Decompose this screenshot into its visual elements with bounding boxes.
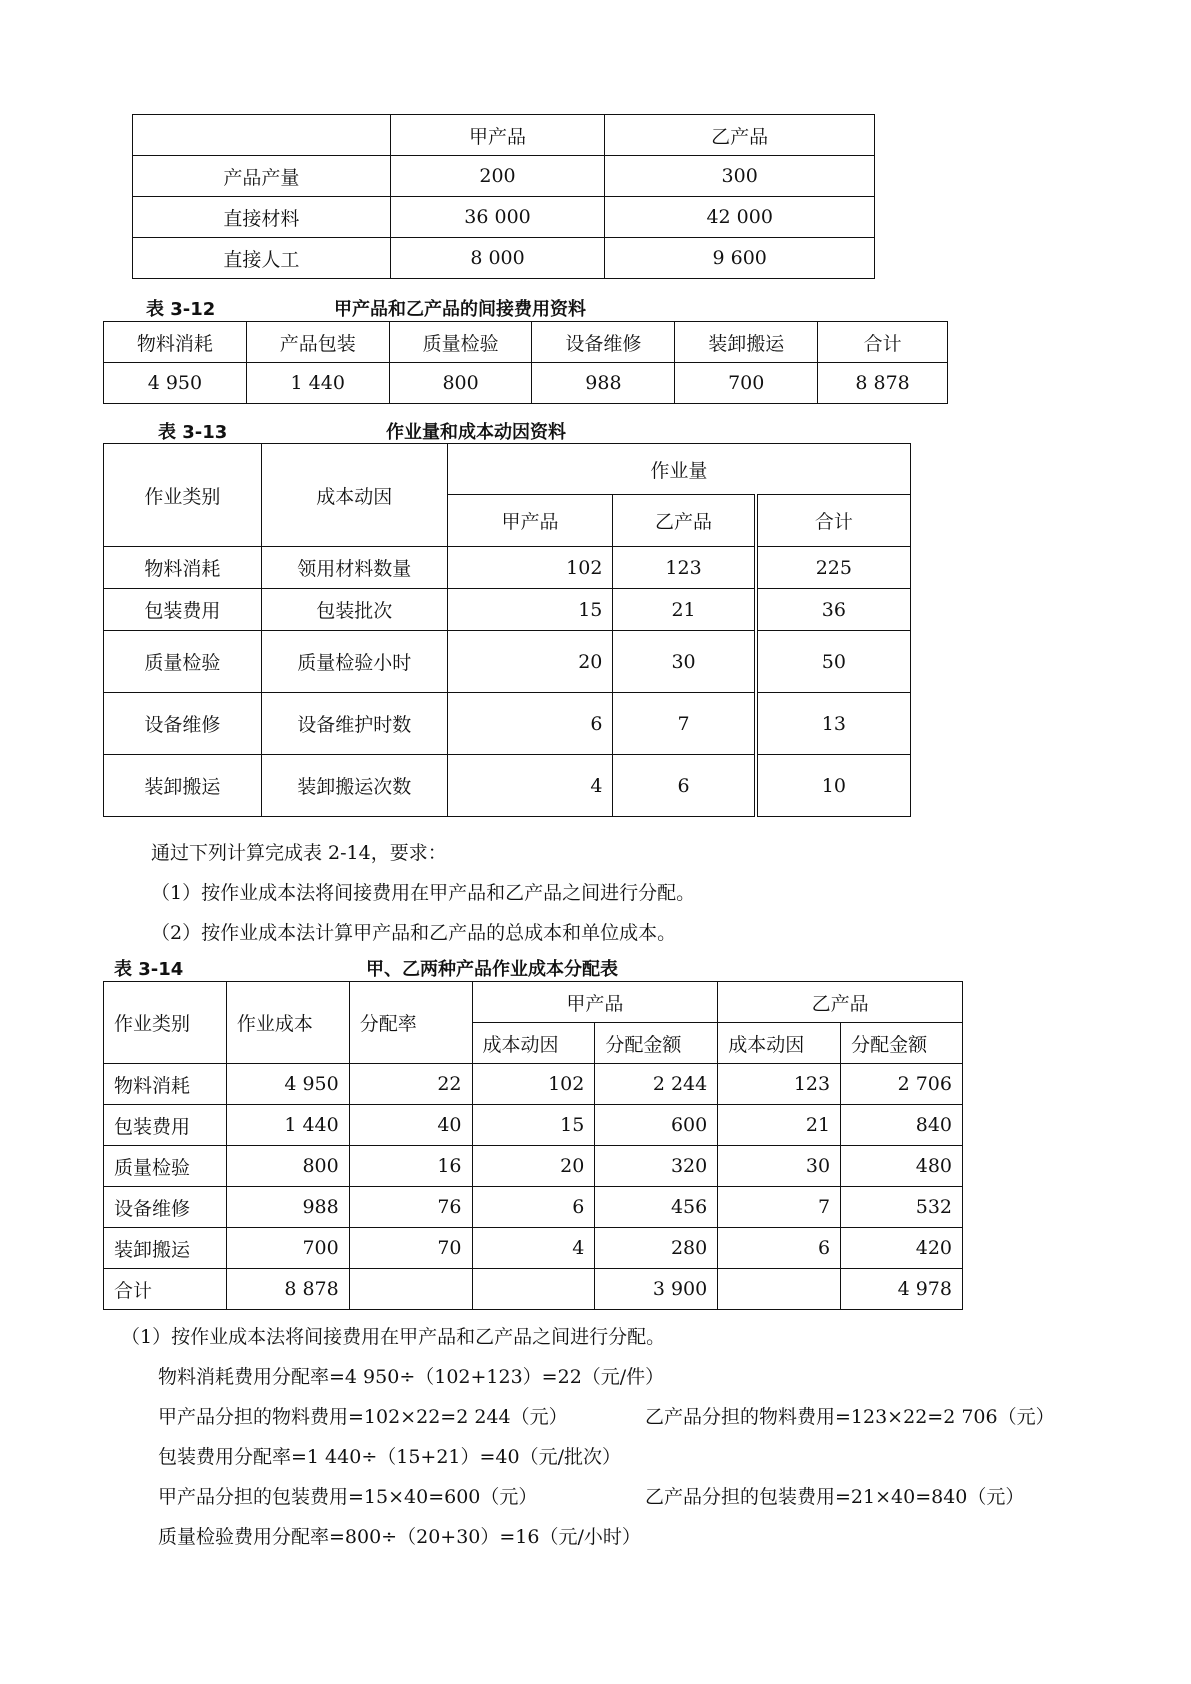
table-cell: 设备维护时数 [261, 693, 447, 755]
table-cell: 300 [605, 156, 875, 197]
activity-driver-table [103, 443, 911, 817]
table-cell: 9 600 [605, 238, 875, 279]
table-row [104, 1064, 963, 1105]
table-cell: 10 [756, 755, 911, 817]
table-cell: 6 [472, 1187, 595, 1228]
table-cell: 6 [447, 693, 613, 755]
table-cell: 30 [718, 1146, 841, 1187]
solution-line: 质量检验费用分配率=800÷（20+30）=16（元/小时） [158, 1526, 641, 1548]
table-cell: 7 [613, 693, 756, 755]
solution-line: 甲产品分担的物料费用=102×22=2 244（元） [158, 1406, 568, 1428]
table-cell: 700 [675, 363, 818, 404]
table-header-row [104, 322, 948, 363]
table-header-cell: 甲产品 [390, 115, 605, 156]
row-label: 物料消耗 [104, 547, 262, 589]
table-cell: 600 [595, 1105, 718, 1146]
table-header-cell: 设备维修 [532, 322, 675, 363]
table-cell: 20 [447, 631, 613, 693]
table-row [133, 156, 875, 197]
table-caption-title: 甲、乙两种产品作业成本分配表 [366, 959, 618, 980]
table-header-cell: 作业量 [447, 444, 910, 495]
table-header-cell: 分配率 [349, 982, 472, 1064]
table-total-row [104, 1269, 963, 1310]
table-header-cell: 合计 [818, 322, 948, 363]
table-cell: 4 978 [841, 1269, 963, 1310]
table-cell: 16 [349, 1146, 472, 1187]
table-cell: 102 [447, 547, 613, 589]
table-cell: 装卸搬运次数 [261, 755, 447, 817]
table-header-cell: 甲产品 [447, 495, 613, 547]
row-label: 包装费用 [104, 1105, 227, 1146]
table-row [104, 1105, 963, 1146]
table-cell: 13 [756, 693, 911, 755]
table-header-cell: 成本动因 [718, 1023, 841, 1064]
table-cell: 20 [472, 1146, 595, 1187]
table-cell: 2 244 [595, 1064, 718, 1105]
table-header-row [104, 982, 963, 1023]
table-cell: 800 [389, 363, 532, 404]
table-cell: 质量检验小时 [261, 631, 447, 693]
instructions-intro: 通过下列计算完成表 2-14，要求： [151, 842, 447, 864]
table-header-cell: 分配金额 [841, 1023, 963, 1064]
row-label: 设备维修 [104, 693, 262, 755]
table-cell: 8 878 [226, 1269, 349, 1310]
table-caption-title: 甲产品和乙产品的间接费用资料 [334, 299, 586, 320]
table-cell: 4 [447, 755, 613, 817]
table-cell: 320 [595, 1146, 718, 1187]
solution-heading: （1）按作业成本法将间接费用在甲产品和乙产品之间进行分配。 [121, 1326, 666, 1348]
table-cell: 200 [390, 156, 605, 197]
table-cell: 988 [532, 363, 675, 404]
row-label: 物料消耗 [104, 1064, 227, 1105]
table-cell: 1 440 [226, 1105, 349, 1146]
activity-cost-allocation-table [103, 981, 963, 1310]
table-header-cell: 乙产品 [718, 982, 963, 1023]
table-cell: 7 [718, 1187, 841, 1228]
table-header-cell: 物料消耗 [104, 322, 247, 363]
table-cell [718, 1269, 841, 1310]
table-header-cell: 成本动因 [261, 444, 447, 547]
row-label: 装卸搬运 [104, 755, 262, 817]
table-cell: 15 [472, 1105, 595, 1146]
table-cell: 123 [718, 1064, 841, 1105]
table-cell [349, 1269, 472, 1310]
table-header-cell: 作业成本 [226, 982, 349, 1064]
table-cell: 30 [613, 631, 756, 693]
table-caption-number: 表 3-12 [146, 299, 216, 320]
table-caption-title: 作业量和成本动因资料 [386, 422, 566, 443]
requirement-2: （2）按作业成本法计算甲产品和乙产品的总成本和单位成本。 [151, 922, 677, 944]
table-header-cell: 装卸搬运 [675, 322, 818, 363]
table-caption-number: 表 3-14 [114, 959, 184, 980]
table-cell: 70 [349, 1228, 472, 1269]
table-header-cell: 甲产品 [472, 982, 718, 1023]
table-cell: 21 [718, 1105, 841, 1146]
row-label: 合计 [104, 1269, 227, 1310]
table-header-cell: 乙产品 [605, 115, 875, 156]
table-cell: 4 950 [104, 363, 247, 404]
table-cell: 36 000 [390, 197, 605, 238]
table-header-cell [133, 115, 391, 156]
solution-line: 乙产品分担的物料费用=123×22=2 706（元） [645, 1406, 1055, 1428]
table-cell: 3 900 [595, 1269, 718, 1310]
table-row [104, 547, 911, 589]
table-header-row [133, 115, 875, 156]
table-cell: 988 [226, 1187, 349, 1228]
table-header-cell: 作业类别 [104, 982, 227, 1064]
table-cell: 225 [756, 547, 911, 589]
table-row [104, 1187, 963, 1228]
table-cell: 36 [756, 589, 911, 631]
table-cell: 6 [613, 755, 756, 817]
table-cell: 840 [841, 1105, 963, 1146]
table-row [104, 631, 911, 693]
row-label: 装卸搬运 [104, 1228, 227, 1269]
table-row [104, 1228, 963, 1269]
table-cell: 102 [472, 1064, 595, 1105]
table-cell: 22 [349, 1064, 472, 1105]
table-cell: 42 000 [605, 197, 875, 238]
product-data-table [132, 114, 875, 279]
table-cell: 1 440 [246, 363, 389, 404]
table-row [104, 363, 948, 404]
table-cell: 50 [756, 631, 911, 693]
table-header-cell: 产品包装 [246, 322, 389, 363]
table-row [133, 197, 875, 238]
table-header-cell: 成本动因 [472, 1023, 595, 1064]
table-caption-number: 表 3-13 [158, 422, 228, 443]
table-cell: 8 878 [818, 363, 948, 404]
table-row [133, 238, 875, 279]
indirect-cost-table [103, 321, 948, 404]
table-header-cell: 作业类别 [104, 444, 262, 547]
table-cell: 15 [447, 589, 613, 631]
table-header-cell: 分配金额 [595, 1023, 718, 1064]
solution-line: 乙产品分担的包装费用=21×40=840（元） [645, 1486, 1025, 1508]
table-cell: 4 [472, 1228, 595, 1269]
table-cell: 123 [613, 547, 756, 589]
requirement-1: （1）按作业成本法将间接费用在甲产品和乙产品之间进行分配。 [151, 882, 696, 904]
row-label: 质量检验 [104, 631, 262, 693]
table-cell: 6 [718, 1228, 841, 1269]
table-row [104, 1146, 963, 1187]
table-header-row [104, 444, 911, 495]
table-cell: 480 [841, 1146, 963, 1187]
table-cell: 21 [613, 589, 756, 631]
table-cell: 700 [226, 1228, 349, 1269]
table-row [104, 755, 911, 817]
table-header-cell: 质量检验 [389, 322, 532, 363]
table-row [104, 693, 911, 755]
table-cell: 8 000 [390, 238, 605, 279]
row-label: 产品产量 [133, 156, 391, 197]
table-cell: 包装批次 [261, 589, 447, 631]
row-label: 直接材料 [133, 197, 391, 238]
row-label: 设备维修 [104, 1187, 227, 1228]
row-label: 直接人工 [133, 238, 391, 279]
solution-line: 物料消耗费用分配率=4 950÷（102+123）=22（元/件） [158, 1366, 665, 1388]
table-cell: 4 950 [226, 1064, 349, 1105]
solution-line: 甲产品分担的包装费用=15×40=600（元） [158, 1486, 538, 1508]
table-cell: 2 706 [841, 1064, 963, 1105]
table-cell: 532 [841, 1187, 963, 1228]
table-cell [472, 1269, 595, 1310]
table-cell: 40 [349, 1105, 472, 1146]
row-label: 质量检验 [104, 1146, 227, 1187]
table-cell: 280 [595, 1228, 718, 1269]
table-cell: 420 [841, 1228, 963, 1269]
table-cell: 456 [595, 1187, 718, 1228]
table-cell: 领用材料数量 [261, 547, 447, 589]
row-label: 包装费用 [104, 589, 262, 631]
table-row [104, 589, 911, 631]
table-header-cell: 合计 [756, 495, 911, 547]
solution-line: 包装费用分配率=1 440÷（15+21）=40（元/批次） [158, 1446, 622, 1468]
table-cell: 800 [226, 1146, 349, 1187]
table-cell: 76 [349, 1187, 472, 1228]
table-header-cell: 乙产品 [613, 495, 756, 547]
